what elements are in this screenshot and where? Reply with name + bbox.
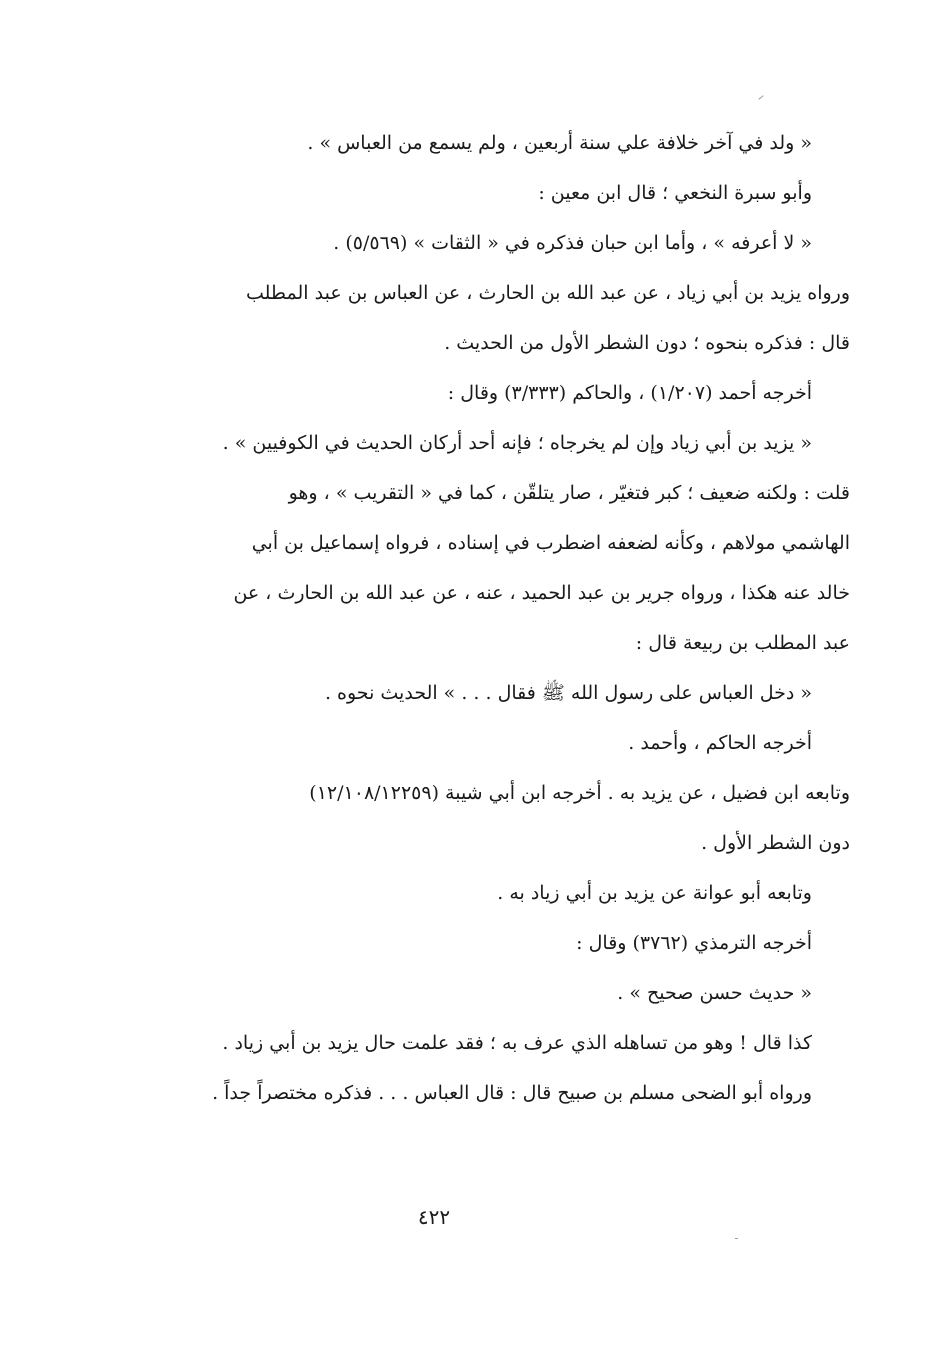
text-line: وأبو سبرة النخعي ؛ قال ابن معين : xyxy=(538,182,812,204)
page-text xyxy=(112,118,850,1118)
text-line: ورواه يزيد بن أبي زياد ، عن عبد الله بن الحارث ، عن العباس بن عبد المطلب xyxy=(245,282,850,304)
scan-mark xyxy=(758,95,763,100)
text-line: قلت : ولكنه ضعيف ؛ كبر فتغيّر ، صار يتلقّن ، كما في « التقريب » ، وهو xyxy=(288,482,850,504)
text-line: « دخل العباس على رسول الله ﷺ فقال . . . » الحديث نحوه . xyxy=(324,682,812,704)
text-line: أخرجه الترمذي (٣٧٦٢) وقال : xyxy=(576,932,812,954)
text-line: عبد المطلب بن ربيعة قال : xyxy=(635,632,850,654)
text-line: خالد عنه هكذا ، ورواه جرير بن عبد الحميد ، عنه ، عن عبد الله بن الحارث ، عن xyxy=(233,582,850,604)
text-line: ورواه أبو الضحى مسلم بن صبيح قال : قال العباس . . . فذكره مختصراً جداً . xyxy=(212,1082,812,1104)
text-line: قال : فذكره بنحوه ؛ دون الشطر الأول من الحديث . xyxy=(444,332,850,354)
text-line: « ولد في آخر خلافة علي سنة أربعين ، ولم يسمع من العباس » . xyxy=(307,132,812,154)
text-line: « حديث حسن صحيح » . xyxy=(617,982,812,1004)
text-line: « يزيد بن أبي زياد وإن لم يخرجاه ؛ فإنه أحد أركان الحديث في الكوفيين » . xyxy=(222,432,812,454)
text-line: أخرجه الحاكم ، وأحمد . xyxy=(628,732,812,754)
scan-mark xyxy=(735,1238,738,1239)
text-line: « لا أعرفه » ، وأما ابن حبان فذكره في « الثقات » (٥/٥٦٩) . xyxy=(333,232,812,254)
text-line: كذا قال ! وهو من تساهله الذي عرف به ؛ فقد علمت حال يزيد بن أبي زياد . xyxy=(222,1032,812,1054)
text-line: وتابعه أبو عوانة عن يزيد بن أبي زياد به . xyxy=(497,882,812,904)
text-line: أخرجه أحمد (١/٢٠٧) ، والحاكم (٣/٣٣٣) وقال : xyxy=(447,382,812,404)
text-line: الهاشمي مولاهم ، وكأنه لضعفه اضطرب في إسناده ، فرواه إسماعيل بن أبي xyxy=(251,532,850,554)
text-line: دون الشطر الأول . xyxy=(701,832,850,854)
text-line: وتابعه ابن فضيل ، عن يزيد به . أخرجه ابن أبي شيبة (١٢/١٠٨/١٢٢٥٩) xyxy=(309,782,850,804)
page-number: ٤٢٢ xyxy=(417,1205,451,1229)
